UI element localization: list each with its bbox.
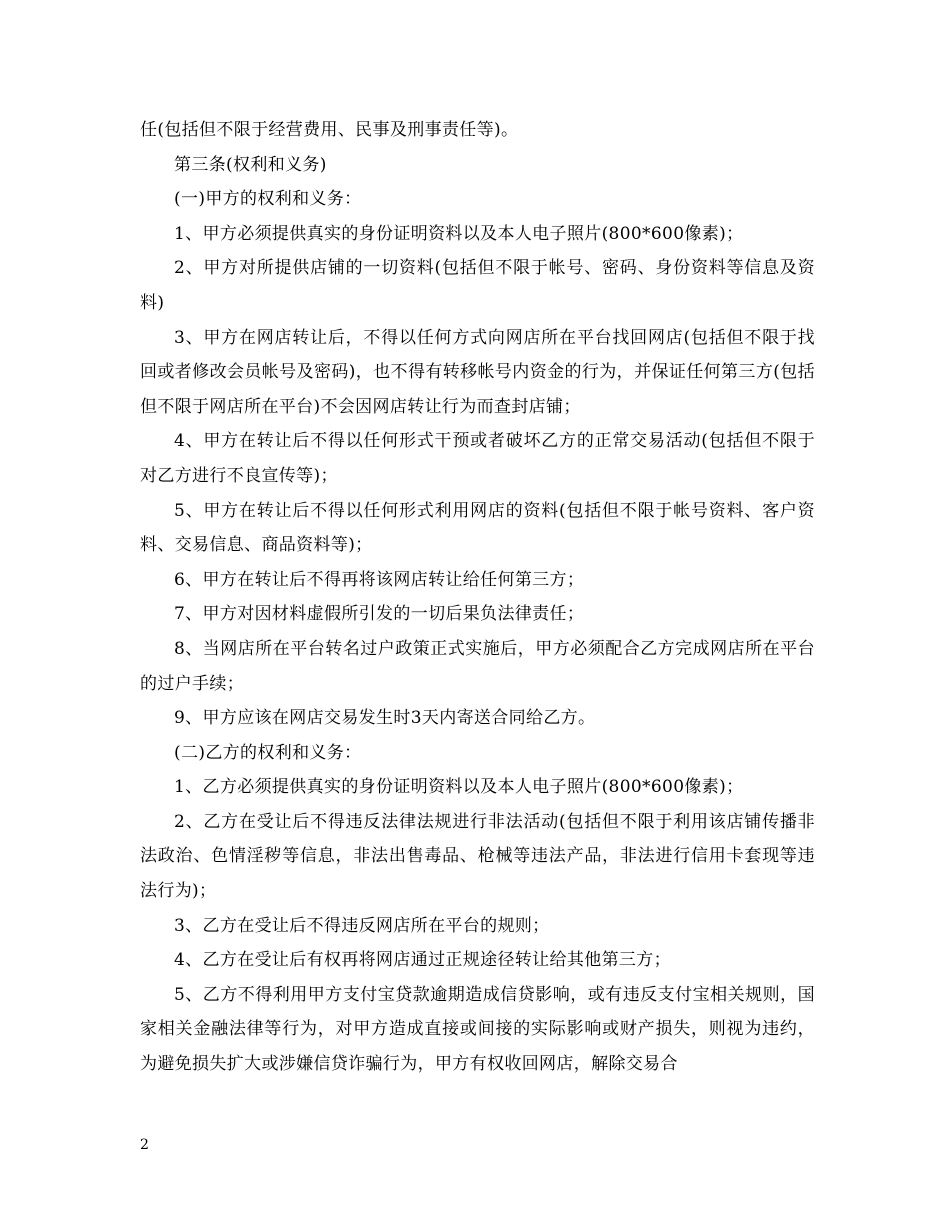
paragraph: 4、甲方在转让后不得以任何形式干预或者破坏乙方的正常交易活动(包括但不限于对乙方进行不良宣传等)；	[140, 431, 815, 486]
paragraph: (一)甲方的权利和义务：	[174, 189, 362, 210]
paragraph: 2、甲方对所提供店铺的一切资料(包括但不限于帐号、密码、身份资料等信息及资料)	[140, 258, 815, 313]
paragraph: 7、甲方对因材料虚假所引发的一切后果负法律责任；	[174, 604, 585, 625]
paragraph: 1、乙方必须提供真实的身份证明资料以及本人电子照片(800*600像素)；	[174, 777, 744, 798]
paragraph: 5、甲方在转让后不得以任何形式利用网店的资料(包括但不限于帐号资料、客户资料、交易信息、商品资料等)；	[140, 500, 815, 556]
paragraph: 6、甲方在转让后不得再将该网店转让给任何第三方；	[174, 569, 585, 590]
document-body	[140, 113, 815, 1082]
paragraph: 5、乙方不得利用甲方支付宝贷款逾期造成信贷影响，或有违反支付宝相关规则，国家相关金融法律等行为，对甲方造成直接或间接的实际影响或财产损失，则视为违约，为避免损失扩大或涉嫌信贷诈骗行为，甲方有权收回网店，解除交易合	[140, 984, 815, 1075]
paragraph: 2、乙方在受让后不得违反法律法规进行非法活动(包括但不限于利用该店铺传播非法政治、色情淫秽等信息，非法出售毒品、枪械等违法产品，非法进行信用卡套现等违法行为)；	[140, 811, 815, 902]
paragraph: 4、乙方在受让后有权再将网店通过正规途径转让给其他第三方；	[174, 950, 671, 971]
paragraph: 任(包括但不限于经营费用、民事及刑事责任等)。	[140, 120, 519, 140]
paragraph: 第三条(权利和义务)	[174, 154, 327, 175]
paragraph: 8、当网店所在平台转名过户政策正式实施后，甲方必须配合乙方完成网店所在平台的过户手续；	[140, 638, 815, 694]
paragraph: 3、乙方在受让后不得违反网店所在平台的规则；	[174, 915, 550, 936]
paragraph: 3、甲方在网店转让后，不得以任何方式向网店所在平台找回网店(包括但不限于找回或者修改会员帐号及密码)，也不得有转移帐号内资金的行为，并保证任何第三方(包括但不限于网店所在平台)不会因网店转让行为而查封店铺；	[140, 327, 815, 417]
paragraph: 1、甲方必须提供真实的身份证明资料以及本人电子照片(800*600像素)；	[174, 223, 744, 244]
paragraph: (二)乙方的权利和义务：	[174, 742, 362, 763]
page-number: 2	[140, 1137, 149, 1153]
paragraph: 9、甲方应该在网店交易发生时3天内寄送合同给乙方。	[174, 708, 596, 729]
